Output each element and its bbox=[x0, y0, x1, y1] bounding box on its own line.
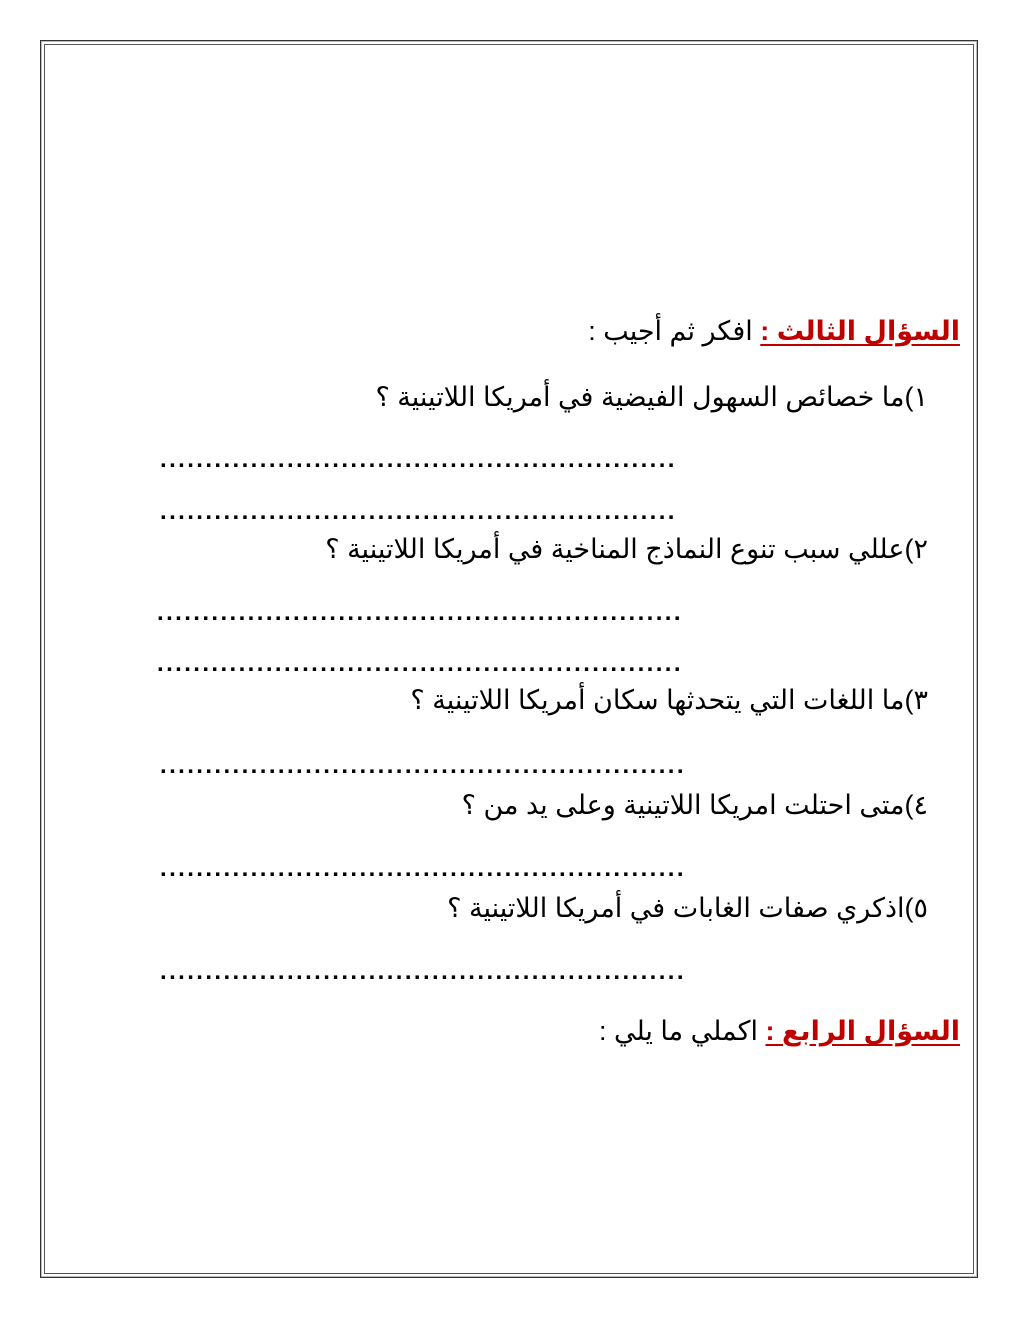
answer-line-5[interactable]: .......................................................... bbox=[160, 958, 686, 985]
question-text: ما خصائص السهول الفيضية في أمريكا اللاتينية ؟ bbox=[375, 382, 905, 412]
answer-line-4[interactable]: .......................................................... bbox=[160, 855, 686, 882]
section3-instruction: افكر ثم أجيب : bbox=[588, 316, 761, 346]
question-number: ٢) bbox=[904, 534, 928, 564]
answer-line-3[interactable]: .......................................................... bbox=[160, 752, 686, 779]
question-text: اذكري صفات الغابات في أمريكا اللاتينية ؟ bbox=[447, 893, 905, 923]
question-3 bbox=[410, 687, 928, 714]
question-text: متى احتلت امريكا اللاتينية وعلى يد من ؟ bbox=[461, 790, 905, 820]
question-number: ٤) bbox=[904, 790, 928, 820]
section4-title bbox=[599, 1018, 960, 1045]
question-number: ١) bbox=[904, 382, 928, 412]
answer-line-2b[interactable]: .......................................................... bbox=[157, 650, 683, 677]
answer-line-1b[interactable]: ......................................................... bbox=[160, 498, 677, 525]
section4-instruction: اكملي ما يلي : bbox=[598, 1016, 766, 1046]
question-text: عللي سبب تنوع النماذج المناخية في أمريكا اللاتينية ؟ bbox=[325, 534, 905, 564]
question-4 bbox=[462, 792, 928, 819]
question-1 bbox=[375, 384, 928, 411]
section3-heading: السؤال الثالث : bbox=[760, 316, 960, 346]
section3-title bbox=[588, 318, 960, 345]
question-2 bbox=[325, 536, 928, 563]
question-number: ٥) bbox=[904, 893, 928, 923]
question-text: ما اللغات التي يتحدثها سكان أمريكا اللاتينية ؟ bbox=[410, 685, 905, 715]
question-5 bbox=[447, 895, 928, 922]
section4-heading: السؤال الرابع : bbox=[765, 1016, 960, 1046]
question-number: ٣) bbox=[904, 685, 928, 715]
answer-line-1a[interactable]: ......................................................... bbox=[160, 446, 677, 473]
answer-line-2a[interactable]: .......................................................... bbox=[157, 599, 683, 626]
